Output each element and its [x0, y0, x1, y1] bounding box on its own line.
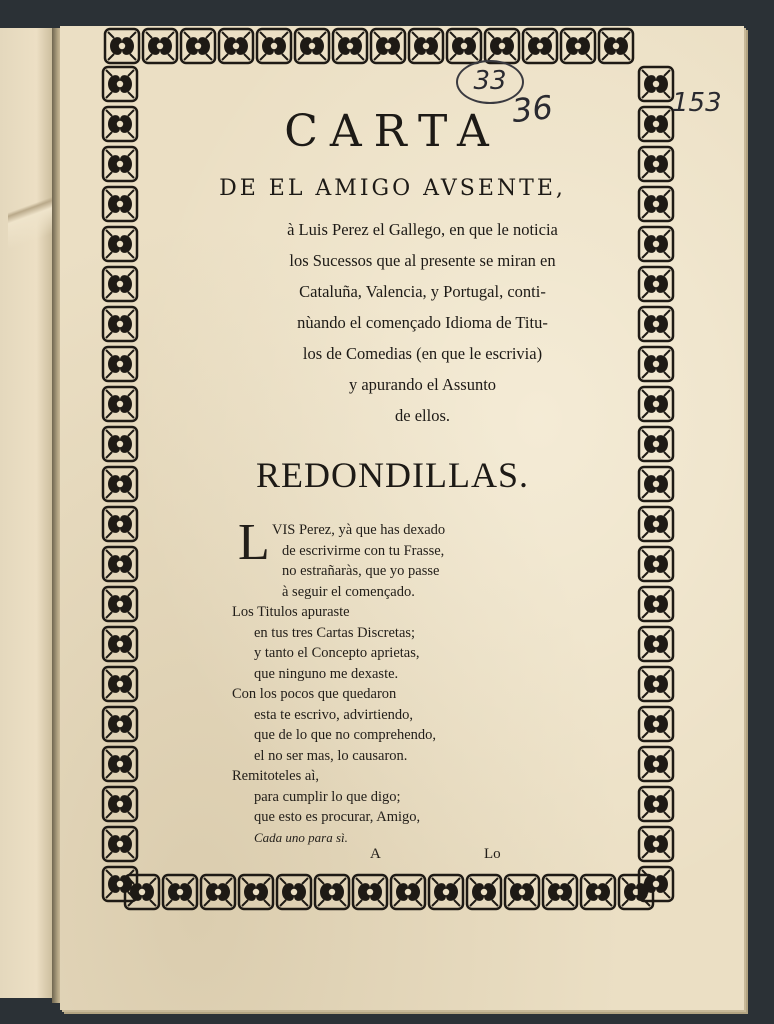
border-ornament	[639, 747, 673, 781]
poem-line: que ninguno me dexaste.	[254, 665, 399, 682]
border-ornament	[599, 29, 633, 63]
poem-line: Los Titulos apuraste	[232, 604, 350, 620]
border-ornament	[181, 29, 215, 63]
poem-line: de escrivirme con tu Frasse,	[282, 542, 445, 559]
border-ornament	[103, 587, 137, 621]
border-ornament	[561, 29, 595, 63]
border-ornament	[103, 867, 137, 901]
border-ornament	[103, 787, 137, 821]
border-ornament	[485, 29, 519, 63]
poem-line: esta te escrivo, advirtiendo,	[254, 706, 414, 723]
border-ornament	[103, 627, 137, 661]
border-ornament	[639, 827, 673, 861]
border-ornament	[103, 507, 137, 541]
border-ornament	[103, 547, 137, 581]
description-line: Cataluña, Valencia, y Portugal, conti-	[299, 282, 546, 301]
title-description	[130, 214, 685, 431]
border-ornament	[103, 827, 137, 861]
previous-page-edge	[0, 28, 54, 998]
border-ornament	[523, 29, 557, 63]
border-ornament	[639, 667, 673, 701]
border-ornament	[277, 875, 311, 909]
signature-mark: A	[370, 846, 381, 862]
page-subtitle: DE EL AMIGO AVSENTE,	[219, 176, 566, 201]
border-ornament	[295, 29, 329, 63]
poem-line: el no ser mas, lo causaron.	[254, 747, 408, 764]
border-ornament	[639, 707, 673, 741]
border-ornament	[103, 67, 137, 101]
handwritten-number: 36	[510, 87, 555, 131]
border-ornament	[639, 627, 673, 661]
border-ornament	[257, 29, 291, 63]
border-ornament	[105, 29, 139, 63]
border-ornament	[639, 867, 673, 901]
border-ornament	[581, 875, 615, 909]
poem-line: que de lo que no comprehendo,	[254, 727, 437, 743]
poem-line: VIS Perez, yà que has dexado	[272, 522, 446, 538]
border-ornament	[143, 29, 177, 63]
torn-paper-edge	[8, 138, 54, 308]
drop-capital: L	[238, 514, 270, 571]
poem-line: Remitoteles aì,	[232, 768, 319, 784]
description-line: nùando el començado Idioma de Titu-	[297, 313, 548, 332]
section-heading: REDONDILLAS.	[256, 455, 529, 495]
border-ornament	[639, 507, 673, 541]
page-title: CARTA	[284, 106, 501, 157]
border-ornament	[543, 875, 577, 909]
border-ornament	[639, 787, 673, 821]
poem-line: no estrañaràs, que yo passe	[282, 563, 440, 579]
border-ornament	[467, 875, 501, 909]
description-line: y apurando el Assunto	[348, 375, 497, 394]
folio-number: 153	[672, 88, 722, 118]
border-ornament	[391, 875, 425, 909]
poem-line: à seguir el començado.	[282, 583, 415, 600]
circled-catalog-number: 33	[456, 60, 524, 104]
border-ornament	[239, 875, 273, 909]
border-ornament	[447, 29, 481, 63]
description-line: los Sucessos que al presente se miran en	[289, 251, 556, 270]
description-line: à Luis Perez el Gallego, en que le noticia	[287, 220, 558, 239]
book-page	[60, 26, 744, 1010]
poem-line: Cada uno para sì.	[254, 829, 348, 845]
border-ornament	[333, 29, 367, 63]
border-ornament	[409, 29, 443, 63]
border-ornament	[103, 707, 137, 741]
border-ornament	[353, 875, 387, 909]
border-ornament	[371, 29, 405, 63]
border-ornament	[639, 587, 673, 621]
border-ornament	[639, 547, 673, 581]
poem-line: en tus tres Cartas Discretas;	[254, 624, 416, 641]
description-line: los de Comedias (en que le escrivia)	[302, 344, 543, 363]
poem-body	[232, 514, 532, 848]
poem-line: Con los pocos que quedaron	[232, 686, 397, 702]
border-ornament	[505, 875, 539, 909]
poem-line: que esto es procurar, Amigo,	[254, 809, 421, 825]
border-ornament	[639, 67, 673, 101]
border-ornament	[103, 667, 137, 701]
catchword: Lo	[484, 846, 501, 862]
border-ornament	[219, 29, 253, 63]
border-ornament	[315, 875, 349, 909]
border-ornament	[163, 875, 197, 909]
description-line: de ellos.	[395, 406, 450, 425]
ornamental-border	[60, 26, 744, 1010]
border-ornament	[103, 747, 137, 781]
border-ornament	[429, 875, 463, 909]
poem-line: y tanto el Concepto aprietas,	[254, 645, 420, 661]
poem-line: para cumplir lo que digo;	[254, 788, 401, 805]
border-ornament	[201, 875, 235, 909]
